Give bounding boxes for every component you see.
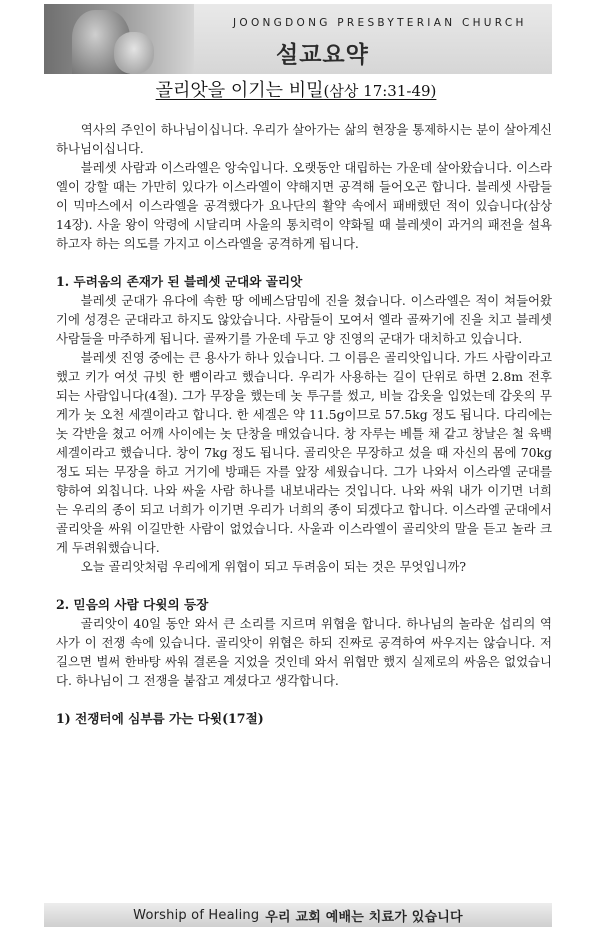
section-1-paragraph-2: 블레셋 진영 중에는 큰 용사가 하나 있습니다. 그 이름은 골리앗입니다. 가드 사람이라고 했고 키가 여섯 규빗 한 뼘이라고 했습니다. 우리가 사용하는 길이 단위로 하면 2.8m 전후 되는 사람입니다(4절). 그가 무장을 했는데 놋 투구를 썼고, 비늘 갑옷을 입었는데 갑옷의 무게가 놋 오천 세겔이라고 합니다. 한 세겔은 약 11.5g이므로 57.5kg 정도 됩니다. 다리에는 놋 각반을 쳤고 어깨 사이에는 놋 단창을 매었습니다. 창 자루는 베틀 채 같고 창날은 철 육백 세겔이라고 했습니다. 창이 7kg 정도 됩니다. 골리앗은 무장하고 섰을 때 자신의 몸에 70kg 정도 되는 무장을 하고 거기에 방패든 자를 앞장 세웠습니다. 그가 나와서 이스라엘 군대를 향하여 외칩니다. 나와 싸울 사람 하나를 내보내라는 것입니다. 나와 싸워 내가 이기면 너희는 우리의 종이 되고 너희가 이기면 우리가 너희의 종이 되겠다고 합니다. 이스라엘 군대에서 골리앗을 싸워 이길만한 사람이 없었습니다. 사울과 이스라엘이 골리앗의 말을 듣고 놀라 크게 두려워했습니다. (56, 350, 552, 555)
page-footer (44, 903, 552, 927)
section-title: 설교요약 (276, 42, 369, 68)
sermon-body (56, 120, 552, 728)
section-2-heading: 2. 믿음의 사람 다윗의 등장 (56, 597, 209, 612)
intro-paragraph-2: 블레셋 사람과 이스라엘은 앙숙입니다. 오랫동안 대립하는 가운데 살아왔습니다. 이스라엘이 강할 때는 가만히 있다가 이스라엘이 약해지면 공격해 들어오곤 합니다. 블레셋 사람들이 믹마스에서 이스라엘을 공격했다가 요나단의 활약 속에서 패배했던 적이 있습니다(삼상14장). 사울 왕이 악령에 시달리며 사울의 통치력이 약화될 때 블레셋이 과거의 패전을 설욕하고자 하는 의도를 가지고 이스라엘을 공격하게 됩니다. (56, 160, 552, 251)
spacer (56, 253, 552, 272)
sermon-title-main: 골리앗을 이기는 비밀 (155, 80, 324, 101)
praying-person-photo (44, 4, 194, 74)
section-1-paragraph-3: 오늘 골리앗처럼 우리에게 위협이 되고 두려움이 되는 것은 무엇입니까? (80, 559, 467, 574)
spacer (56, 690, 552, 709)
hands-shape (114, 32, 154, 74)
section-1-paragraph-1: 블레셋 군대가 유다에 속한 땅 에베스담밈에 진을 쳤습니다. 이스라엘은 적이 쳐들어왔기에 성경은 군대라고 하지도 않았습니다. 사람들이 모여서 엘라 골짜기에 진을 치고 블레셋 사람들을 마주하게 됩니다. 골짜기를 가운데 두고 양 진영의 군대가 대치하고 있습니다. (56, 293, 552, 346)
page-header (44, 4, 552, 74)
intro-paragraph-1: 역사의 주인이 하나님이십니다. 우리가 살아가는 삶의 현장을 통제하시는 분이 살아계신 하나님이십니다. (56, 122, 552, 156)
footer-korean: 우리 교회 예배는 치료가 있습니다 (265, 909, 463, 925)
scripture-reference: (삼상 17:31-49) (323, 82, 437, 100)
sermon-title (0, 76, 592, 102)
subsection-1-heading: 1) 전쟁터에 심부름 가는 다윗(17절) (56, 711, 264, 726)
footer-english: Worship of Healing (133, 907, 260, 923)
church-name: JOONGDONG PRESBYTERIAN CHURCH (233, 17, 527, 29)
spacer (56, 576, 552, 595)
section-2-paragraph-1: 골리앗이 40일 동안 와서 큰 소리를 지르며 위협을 합니다. 하나님의 놀라운 섭리의 역사가 이 전쟁 속에 있습니다. 골리앗이 위협은 하되 진짜로 공격하여 싸우지는 않습니다. 저 길으면 벌써 한바탕 싸워 결론을 지었을 것인데 와서 위협만 했지 실제로의 싸움은 없었습니다. 하나님이 그 전쟁을 붙잡고 계셨다고 생각합니다. (56, 616, 552, 688)
section-1-heading: 1. 두려움의 존재가 된 블레셋 군대와 골리앗 (56, 274, 303, 289)
